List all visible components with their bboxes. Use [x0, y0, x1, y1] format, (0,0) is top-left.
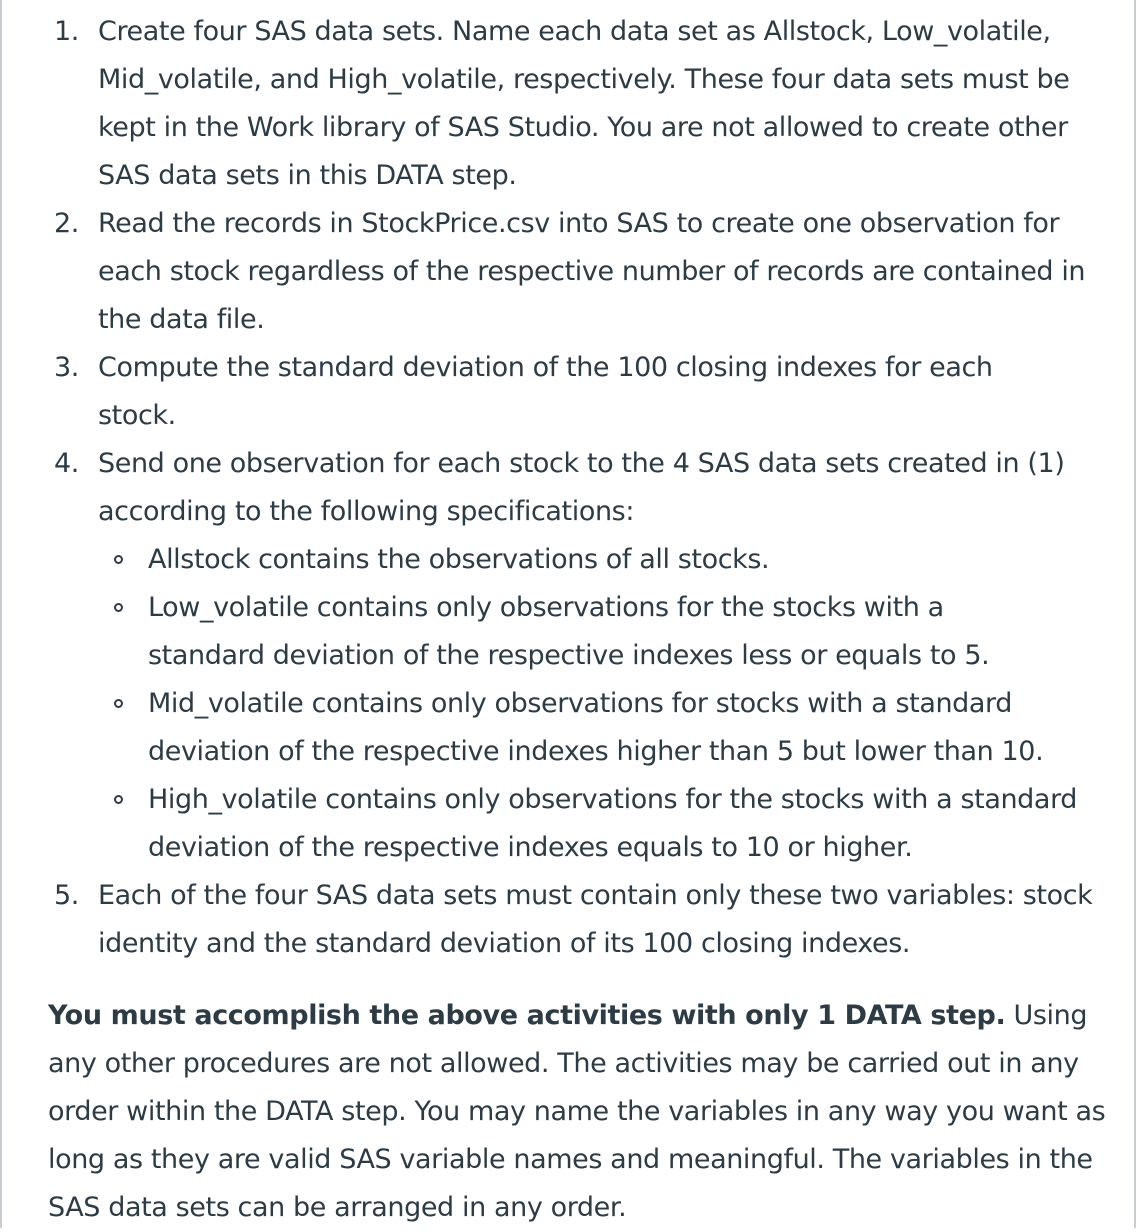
step-5: [2, 872, 1118, 968]
step-text: Send one observation for each stock to the 4 SAS data sets created in (1) according to the following specifications:: [98, 448, 1065, 527]
step-text: Compute the standard deviation of the 100 closing indexes for each stock.: [98, 352, 993, 431]
step-2: [2, 200, 1118, 344]
circle-bullet-icon: [114, 603, 123, 612]
spec-text: Mid_volatile contains only observations for stocks with a standard deviation of the respective indexes higher than 5 but lower than 10.: [148, 688, 1044, 767]
spec-item: [98, 536, 1118, 584]
closing-paragraph: [48, 992, 1122, 1232]
circle-bullet-icon: [114, 795, 123, 804]
circle-bullet-icon: [114, 699, 123, 708]
spec-text: Allstock contains the observations of all stocks.: [148, 544, 770, 575]
instruction-list: [2, 8, 1136, 968]
step-text: Create four SAS data sets. Name each data set as Allstock, Low_volatile, Mid_volatile, and High_volatile, respectively. These four data sets must be kept in the Work library of SAS Studio. You are not allowed to create other SAS data sets in this DATA step.: [98, 16, 1070, 191]
spec-item: [98, 584, 1048, 680]
circle-bullet-icon: [114, 555, 123, 564]
closing-emphasis: You must accomplish the above activities with only 1 DATA step.: [48, 1000, 1006, 1031]
spec-item: [98, 680, 1108, 776]
step-number: 2.: [54, 208, 79, 239]
step-number: 4.: [54, 448, 79, 479]
closing-text: Using any other procedures are not allowed. The activities may be carried out in any order within the DATA step. You may name the variables in any way you want as long as they are valid SAS variable names and meaningful. The variables in the SAS data sets can be arranged in any order.: [48, 1000, 1106, 1223]
spec-text: Low_volatile contains only observations for the stocks with a standard deviation of the respective indexes less or equals to 5.: [148, 592, 990, 671]
step-number: 1.: [54, 16, 79, 47]
step-number: 3.: [54, 352, 79, 383]
step-3: [2, 344, 1098, 440]
step-1: [2, 8, 1136, 200]
step-text: Read the records in StockPrice.csv into SAS to create one observation for each stock regardless of the respective number of records are contained in the data file.: [98, 208, 1086, 335]
spec-item: [98, 776, 1108, 872]
step-number: 5.: [54, 880, 79, 911]
spec-text: High_volatile contains only observations for the stocks with a standard deviation of the respective indexes equals to 10 or higher.: [148, 784, 1078, 863]
specification-list: [98, 536, 1118, 872]
step-4: [2, 440, 1136, 872]
step-text: Each of the four SAS data sets must contain only these two variables: stock identity and the standard deviation of its 100 closing indexes.: [98, 880, 1093, 959]
